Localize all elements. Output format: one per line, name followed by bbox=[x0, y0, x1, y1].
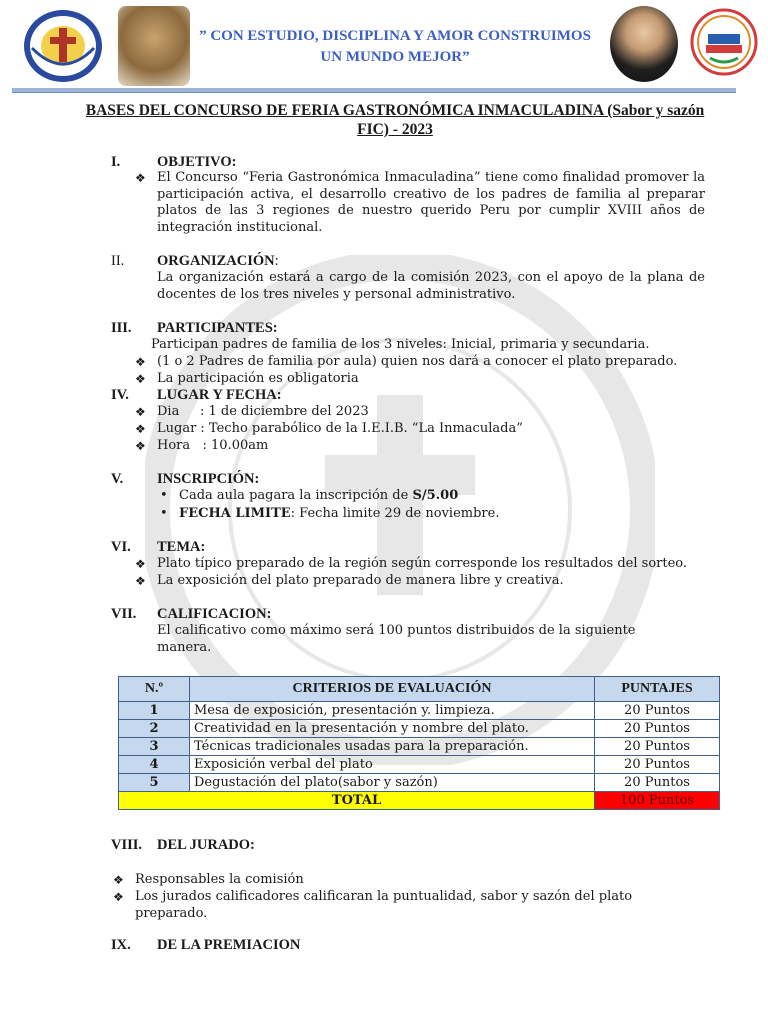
section-number: IX. bbox=[111, 937, 131, 953]
motto: ” CON ESTUDIO, DISCIPLINA Y AMOR CONSTRUIMOS UN MUNDO MEJOR” bbox=[199, 28, 591, 65]
heading-colon: : bbox=[274, 253, 279, 269]
row-number: 1 bbox=[119, 702, 190, 720]
section-number: VII. bbox=[111, 606, 137, 622]
virgin-image-icon bbox=[118, 6, 190, 86]
table-row bbox=[119, 756, 720, 774]
section-number: II. bbox=[111, 253, 125, 269]
table-row bbox=[119, 738, 720, 756]
list-item: Hora : 10.00am bbox=[157, 438, 269, 453]
bullet-dot-icon: • bbox=[160, 488, 168, 503]
deadline-text: : Fecha limite 29 de noviembre. bbox=[290, 506, 500, 521]
diamond-bullet-icon: ❖ bbox=[135, 171, 146, 185]
section-heading: CALIFICACION: bbox=[157, 606, 272, 622]
row-puntaje: 20 Puntos bbox=[595, 738, 720, 756]
founder-portrait bbox=[610, 6, 678, 82]
section-number: V. bbox=[111, 471, 124, 487]
section-heading: INSCRIPCIÓN: bbox=[157, 471, 260, 487]
total-row bbox=[119, 792, 720, 810]
table-header-row bbox=[119, 677, 720, 702]
section-heading: OBJETIVO: bbox=[157, 154, 237, 170]
header-divider bbox=[12, 88, 736, 93]
table-row bbox=[119, 720, 720, 738]
organizacion-text: La organización estará a cargo de la comisión 2023, con el apoyo de la plana de docentes de los tres niveles y personal administrativo. bbox=[157, 270, 705, 302]
table-row bbox=[119, 702, 720, 720]
section-heading: PARTICIPANTES: bbox=[157, 320, 278, 336]
row-number: 5 bbox=[119, 774, 190, 792]
row-puntaje: 20 Puntos bbox=[595, 720, 720, 738]
ugel-logo-icon bbox=[690, 8, 758, 76]
row-criterio: Exposición verbal del plato bbox=[190, 756, 595, 774]
row-puntaje: 20 Puntos bbox=[595, 702, 720, 720]
row-puntaje: 20 Puntos bbox=[595, 756, 720, 774]
inscripcion-amount: S/5.00 bbox=[412, 488, 459, 503]
section-number: VI. bbox=[111, 539, 131, 555]
bullet-dot-icon: • bbox=[160, 506, 168, 521]
row-criterio: Degustación del plato(sabor y sazón) bbox=[190, 774, 595, 792]
section-number: IV. bbox=[111, 387, 129, 403]
row-number: 3 bbox=[119, 738, 190, 756]
table-row bbox=[119, 774, 720, 792]
heading-label: ORGANIZACIÓN bbox=[157, 253, 275, 269]
diamond-bullet-icon: ❖ bbox=[135, 372, 146, 386]
row-criterio: Creatividad en la presentación y nombre del plato. bbox=[190, 720, 595, 738]
row-criterio: Técnicas tradicionales usadas para la preparación. bbox=[190, 738, 595, 756]
header-number: N.º bbox=[119, 677, 190, 702]
row-number: 2 bbox=[119, 720, 190, 738]
diamond-bullet-icon: ❖ bbox=[135, 557, 146, 571]
section-heading: DE LA PREMIACION bbox=[157, 937, 301, 953]
list-item: Lugar : Techo parabólico de la I.E.I.B. “La Inmaculada” bbox=[157, 421, 523, 436]
list-item: (1 o 2 Padres de familia por aula) quien nos dará a conocer el plato preparado. bbox=[157, 354, 678, 369]
list-item: La participación es obligatoria bbox=[157, 371, 359, 386]
diamond-bullet-icon: ❖ bbox=[135, 574, 146, 588]
diamond-bullet-icon: ❖ bbox=[135, 422, 146, 436]
total-label: TOTAL bbox=[119, 792, 595, 810]
header-puntajes: PUNTAJES bbox=[595, 677, 720, 702]
section-heading: TEMA: bbox=[157, 539, 206, 555]
section-number: III. bbox=[111, 320, 132, 336]
inscripcion-text: Cada aula pagara la inscripción de bbox=[179, 488, 413, 503]
list-item bbox=[179, 488, 458, 505]
section-number: VIII. bbox=[111, 837, 143, 853]
row-puntaje: 20 Puntos bbox=[595, 774, 720, 792]
section-heading: LUGAR Y FECHA: bbox=[157, 387, 282, 403]
objetivo-text: El Concurso “Feria Gastronómica Inmaculadina” tiene como finalidad promover la participación activa, el desarrollo creativo de los padres de familia al preparar platos de las 3 regiones de nuestro querido Peru por cumplir XVIII años de integración institucional. bbox=[157, 170, 705, 235]
list-item bbox=[179, 506, 499, 523]
diamond-bullet-icon: ❖ bbox=[135, 405, 146, 419]
diamond-bullet-icon: ❖ bbox=[135, 355, 146, 369]
section-number: I. bbox=[111, 154, 121, 170]
section-heading bbox=[157, 253, 279, 270]
document-title: BASES DEL CONCURSO DE FERIA GASTRONÓMICA INMACULADINA (Sabor y sazón FIC) - 2023 bbox=[85, 102, 705, 138]
list-item: Dia : 1 de diciembre del 2023 bbox=[157, 404, 369, 419]
list-item: Responsables la comisión bbox=[135, 872, 304, 887]
school-logo-icon bbox=[22, 8, 104, 84]
row-criterio: Mesa de exposición, presentación y. limpieza. bbox=[190, 702, 595, 720]
header-criterio: CRITERIOS DE EVALUACIÓN bbox=[190, 677, 595, 702]
participantes-intro: Participan padres de familia de los 3 niveles: Inicial, primaria y secundaria. bbox=[151, 337, 650, 352]
section-heading: DEL JURADO: bbox=[157, 837, 255, 853]
total-value: 100 Puntos bbox=[595, 792, 720, 810]
deadline-label: FECHA LIMITE bbox=[179, 506, 291, 521]
row-number: 4 bbox=[119, 756, 190, 774]
list-item: La exposición del plato preparado de manera libre y creativa. bbox=[157, 573, 564, 588]
page-header bbox=[0, 0, 768, 96]
diamond-bullet-icon: ❖ bbox=[113, 890, 124, 904]
diamond-bullet-icon: ❖ bbox=[113, 873, 124, 887]
list-item: Los jurados calificadores calificaran la puntualidad, sabor y sazón del plato preparado. bbox=[135, 889, 633, 921]
calificacion-text: El calificativo como máximo será 100 puntos distribuidos de la siguiente manera. bbox=[157, 623, 636, 655]
criteria-table bbox=[118, 676, 720, 810]
list-item: Plato típico preparado de la región según corresponde los resultados del sorteo. bbox=[157, 556, 688, 571]
diamond-bullet-icon: ❖ bbox=[135, 439, 146, 453]
